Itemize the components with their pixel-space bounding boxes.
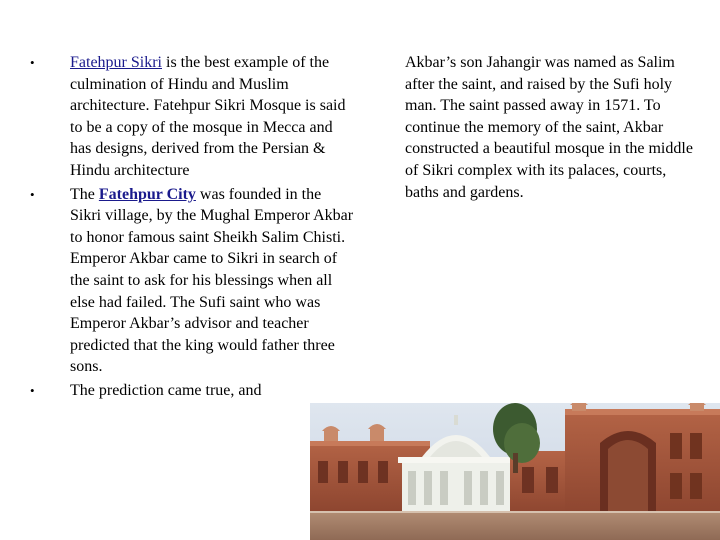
bullet-1-text: is the best example of the culmination of Hindu and Muslim architecture. Fatehpur Sikri Mosque is said to be a copy of the mosque in Mecca and has designs, derived from the Persian & Hindu architecture bbox=[70, 54, 346, 179]
bullet-icon: • bbox=[30, 55, 35, 70]
right-paragraph: Akbar’s son Jahangir was named as Salim after the saint, and raised by the Sufi holy man. The saint passed away in 1571. To continue the memory of the saint, Akbar constructed a beautiful mosque in the middle of Sikri complex with its palaces, courts, baths and gardens. bbox=[405, 54, 693, 201]
fatehpur-city-link[interactable]: Fatehpur City bbox=[98, 185, 196, 203]
bullet-2-text: was founded in the Sikri village, by the Mughal Emperor Akbar to honor famous saint Sheikh Salim Chisti. Emperor Akbar came to Sikri in search of the saint to ask for his blessings when all else had failed. The Sufi saint who was Emperor Akbar’s advisor and teacher predicted that the king would father three sons. bbox=[70, 185, 354, 376]
bullet-item-3 bbox=[24, 380, 354, 402]
bullet-icon: • bbox=[30, 382, 35, 398]
bullet-item-1 bbox=[24, 52, 354, 182]
bullet-icon: • bbox=[30, 186, 35, 202]
bullet-item-2 bbox=[24, 184, 354, 378]
left-text-column bbox=[24, 52, 354, 404]
right-text-column bbox=[405, 52, 695, 203]
fatehpur-sikri-link[interactable]: Fatehpur Sikri bbox=[70, 54, 162, 71]
bullet-2-prefix: The bbox=[70, 185, 99, 203]
bullet-3-text: The prediction came true, and bbox=[70, 381, 262, 399]
fatehpur-sikri-photo bbox=[310, 403, 720, 540]
mosque-illustration bbox=[310, 403, 720, 540]
